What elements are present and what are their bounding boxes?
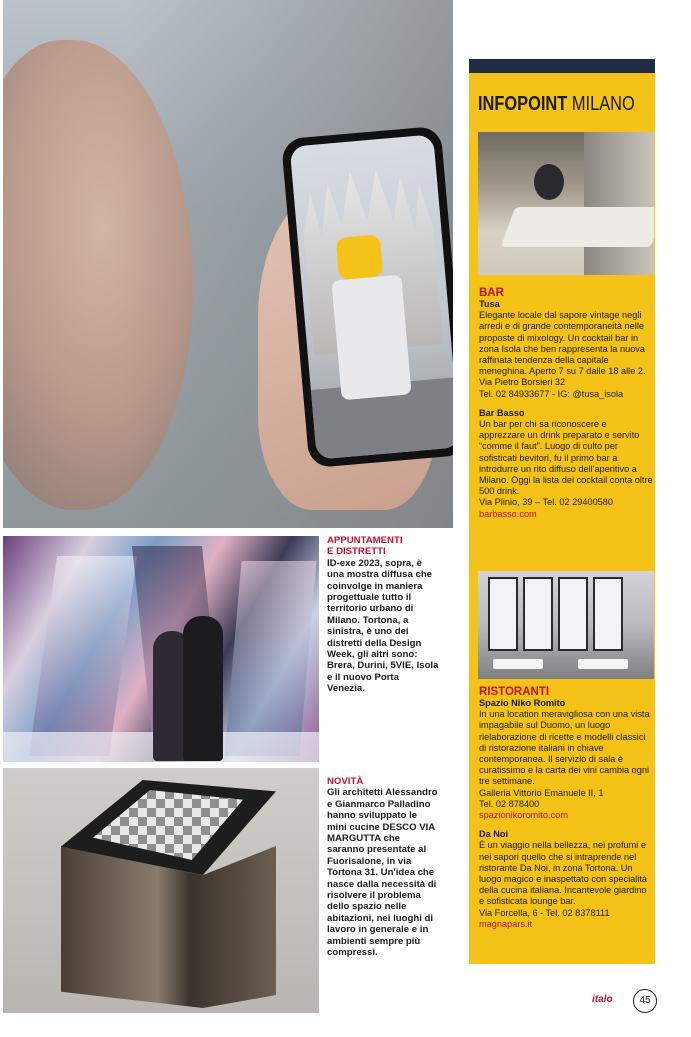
lego-figure-head — [336, 234, 383, 280]
venue-name: Bar Basso — [479, 407, 525, 418]
bar-photo — [478, 132, 654, 275]
venue-contact: Tel. 02 878400 — [479, 798, 540, 809]
table — [578, 659, 628, 669]
smartphone — [281, 126, 453, 469]
ristoranti-section — [479, 686, 653, 930]
venue-address: Via Forcella, 6 - Tel. 02 8378111 — [479, 907, 610, 918]
venue-link[interactable]: magnapars.it — [479, 918, 533, 929]
restaurant-photo — [478, 571, 654, 679]
mirror-panel — [224, 561, 316, 756]
navy-top-bar — [469, 59, 655, 73]
caption-heading: NOVITÀ — [327, 776, 364, 787]
plant — [534, 164, 564, 200]
mirror-installation-photo — [3, 536, 319, 762]
venue-address: Via Pietro Borsieri 32 — [479, 377, 566, 388]
caption-text: ID-exe 2023, sopra, è una mostra diffusa che coinvolge in maniera progettuale tutto il territorio urbano di Milano. Tortona, a sinistra, è uno dei distretti della Design Week, gli altri sono: Brera, Durini, 5VIE, Isola e il nuovo Porta Venezia. — [327, 557, 439, 695]
hero-photo-phone-duomo — [3, 0, 453, 528]
section-heading: BAR — [479, 287, 504, 299]
window — [584, 132, 654, 275]
table — [501, 207, 654, 247]
window — [558, 577, 588, 651]
infopoint-title — [478, 93, 635, 115]
venue-contact: Tel. 02 84933677 - IG: @tusa_isola — [479, 388, 624, 399]
caption-appuntamenti — [327, 535, 439, 695]
phone-screen — [290, 134, 453, 459]
visitor-figure — [183, 616, 223, 761]
caption-heading: E DISTRETTI — [327, 546, 386, 558]
title-light: MILANO — [571, 93, 635, 115]
table — [493, 659, 543, 669]
cube-body — [61, 846, 276, 1008]
venue-link[interactable]: spazionikoromito.com — [479, 810, 568, 821]
venue-name: Da Noi — [479, 829, 509, 840]
caption-text: Gli architetti Alessandro e Gianmarco Palladino hanno sviluppato le mini cucine DESCO VIA MARGUTTA che saranno presentate al Fuorisalone, in via Tortona 31. Un'idea che nasce dalla necessità di risolvere il problema dello spazio nelle abitazioni, nei luoghi di lavoro in generale e in ambienti sempre più compressi. — [327, 787, 438, 959]
bar-section — [479, 287, 653, 520]
section-heading: RISTORANTI — [479, 686, 550, 698]
venue-description: In una location meravigliosa con una vista impagabile sul Duomo, un luogo rielaborazione di ricette e modelli classici di ristorazione italiani in chiave contemporanea. Il servizio di sala è curatissimo e la carta dei vini cambia ogni tre settimane. — [479, 709, 650, 787]
venue-name: Tusa — [479, 299, 500, 309]
infopoint-box — [469, 59, 655, 964]
caption-heading: APPUNTAMENTI — [327, 535, 403, 546]
venue-address: Via Plinio, 39 – Tel. 02 29400580 — [479, 497, 614, 508]
caption-novita — [327, 776, 439, 959]
venue-address: Galleria Vittorio Emanuele II, 1 — [479, 787, 604, 798]
mirror-panel — [29, 556, 137, 756]
italo-logo: italo — [592, 994, 613, 1005]
lego-figure-body — [331, 275, 411, 401]
venue-description: Elegante locale dal sapore vintage negli arredi e di grande contemporaneità nelle proposte di mixology. Un cocktail bar in zona Isola che ben rappresenta la nuova raffinata tendenza della capitale meneghina. Aperto 7 su 7 dalle 18 alle 2. — [479, 310, 646, 377]
window — [488, 577, 518, 651]
venue-link[interactable]: barbasso.com — [479, 508, 537, 519]
venue-description: Un bar per chi sa riconoscere e apprezzare un drink preparato e servito “comme il faut”. Luogo di culto per sofisticati bevitori, fu il primo bar a introdurre un rito diffuso dell'aperitivo a Milano. Oggi la lista dei cocktail conta oltre 500 drink. — [479, 419, 653, 497]
desco-kitchen-cube-photo — [3, 768, 319, 1013]
page-number: 45 — [633, 989, 657, 1013]
venue-name: Spazio Niko Romito — [479, 698, 566, 708]
title-bold: INFOPOINT — [478, 93, 568, 115]
window — [593, 577, 623, 651]
venue-description: È un viaggio nella bellezza, nei profumi e nei sapori quello che si intraprende nel ristorante Da Noi, in zona Tortona. Un luogo magico e inaspettato con specialità della cucina italiana. Incantevole giardino e sofisticata lounge bar. — [479, 840, 648, 907]
window — [523, 577, 553, 651]
